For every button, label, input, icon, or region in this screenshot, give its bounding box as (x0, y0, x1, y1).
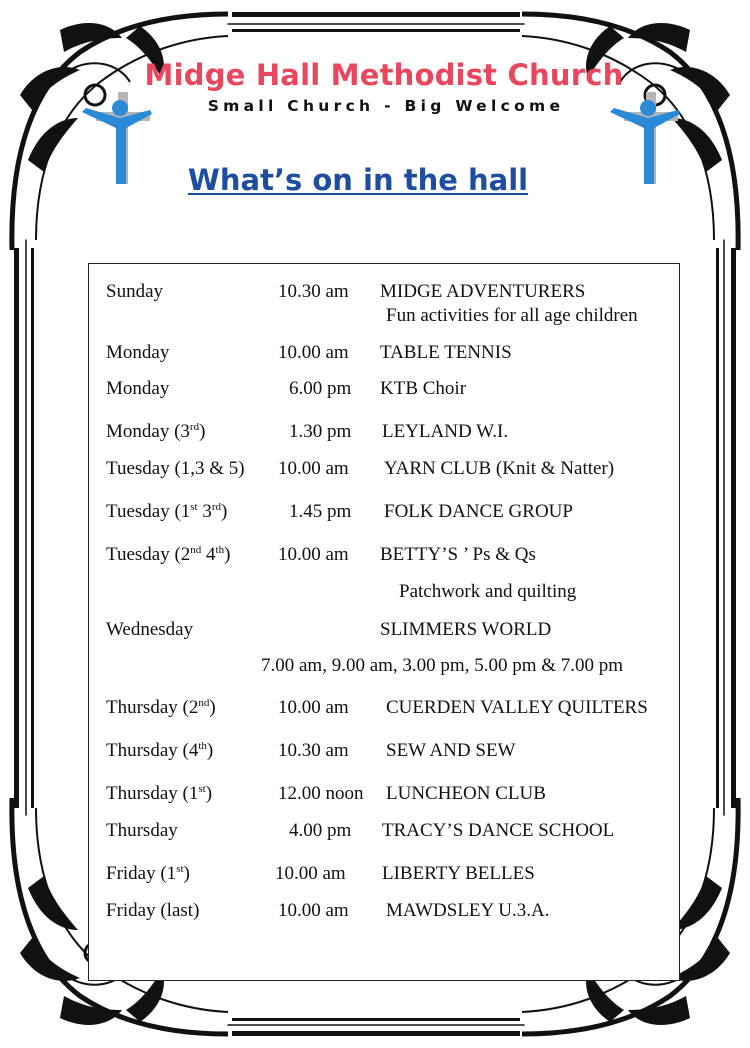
schedule-day: Sunday (106, 281, 163, 302)
schedule-activity: TRACY’S DANCE SCHOOL (382, 820, 615, 841)
schedule-time: 10.00 am (275, 863, 346, 884)
schedule-day: Friday (last) (106, 900, 200, 921)
schedule-time: 10.30 am (278, 740, 349, 761)
schedule-day: Thursday (2nd) (106, 697, 216, 718)
schedule-activity: CUERDEN VALLEY QUILTERS (386, 697, 648, 718)
schedule-activity: MIDGE ADVENTURERS (380, 281, 586, 302)
schedule-activity: TABLE TENNIS (380, 342, 512, 363)
schedule-time: 10.00 am (278, 697, 349, 718)
schedule-day: Friday (1st) (106, 863, 190, 884)
schedule-row (106, 900, 666, 960)
church-name: Midge Hall Methodist Church (144, 58, 624, 92)
schedule-time: 10.00 am (278, 544, 349, 565)
schedule-activity: SLIMMERS WORLD (380, 619, 552, 640)
schedule-activity: LUNCHEON CLUB (386, 783, 546, 804)
schedule-row (106, 619, 666, 679)
schedule-day: Tuesday (1st 3rd) (106, 501, 228, 522)
schedule-time: 12.00 noon (278, 783, 364, 804)
schedule-activity: FOLK DANCE GROUP (384, 501, 573, 522)
schedule-day: Thursday (4th) (106, 740, 214, 761)
schedule-activity: SEW AND SEW (386, 740, 516, 761)
schedule-activity: LEYLAND W.I. (382, 421, 509, 442)
schedule-time: 10.30 am (278, 281, 349, 302)
schedule-activity: LIBERTY BELLES (382, 863, 535, 884)
schedule-table (88, 263, 680, 981)
schedule-activity: YARN CLUB (Knit & Natter) (384, 458, 615, 479)
schedule-day: Monday (3rd) (106, 421, 206, 442)
schedule-day: Tuesday (1,3 & 5) (106, 458, 245, 479)
schedule-detail: 7.00 am, 9.00 am, 3.00 pm, 5.00 pm & 7.00 pm (261, 655, 624, 676)
schedule-day: Thursday (106, 820, 178, 841)
schedule-activity: BETTY’S ’ Ps & Qs (380, 544, 536, 565)
schedule-time: 6.00 pm (289, 378, 352, 399)
schedule-time: 1.30 pm (289, 421, 352, 442)
schedule-row (106, 544, 666, 604)
schedule-day: Wednesday (106, 619, 194, 640)
schedule-day: Monday (106, 378, 170, 399)
schedule-day: Thursday (1st) (106, 783, 213, 804)
schedule-activity: MAWDSLEY U.3.A. (386, 900, 550, 921)
schedule-day: Tuesday (2nd 4th) (106, 544, 231, 565)
schedule-time: 1.45 pm (289, 501, 352, 522)
tagline: Small Church - Big Welcome (207, 97, 565, 115)
schedule-row (106, 281, 666, 341)
schedule-detail: Patchwork and quilting (399, 581, 577, 602)
page-heading: What’s on in the hall (187, 163, 529, 197)
schedule-time: 10.00 am (278, 458, 349, 479)
schedule-day: Monday (106, 342, 170, 363)
schedule-time: 10.00 am (278, 900, 349, 921)
schedule-detail: Fun activities for all age children (386, 305, 638, 326)
schedule-time: 10.00 am (278, 342, 349, 363)
schedule-activity: KTB Choir (380, 378, 467, 399)
schedule-time: 4.00 pm (289, 820, 352, 841)
